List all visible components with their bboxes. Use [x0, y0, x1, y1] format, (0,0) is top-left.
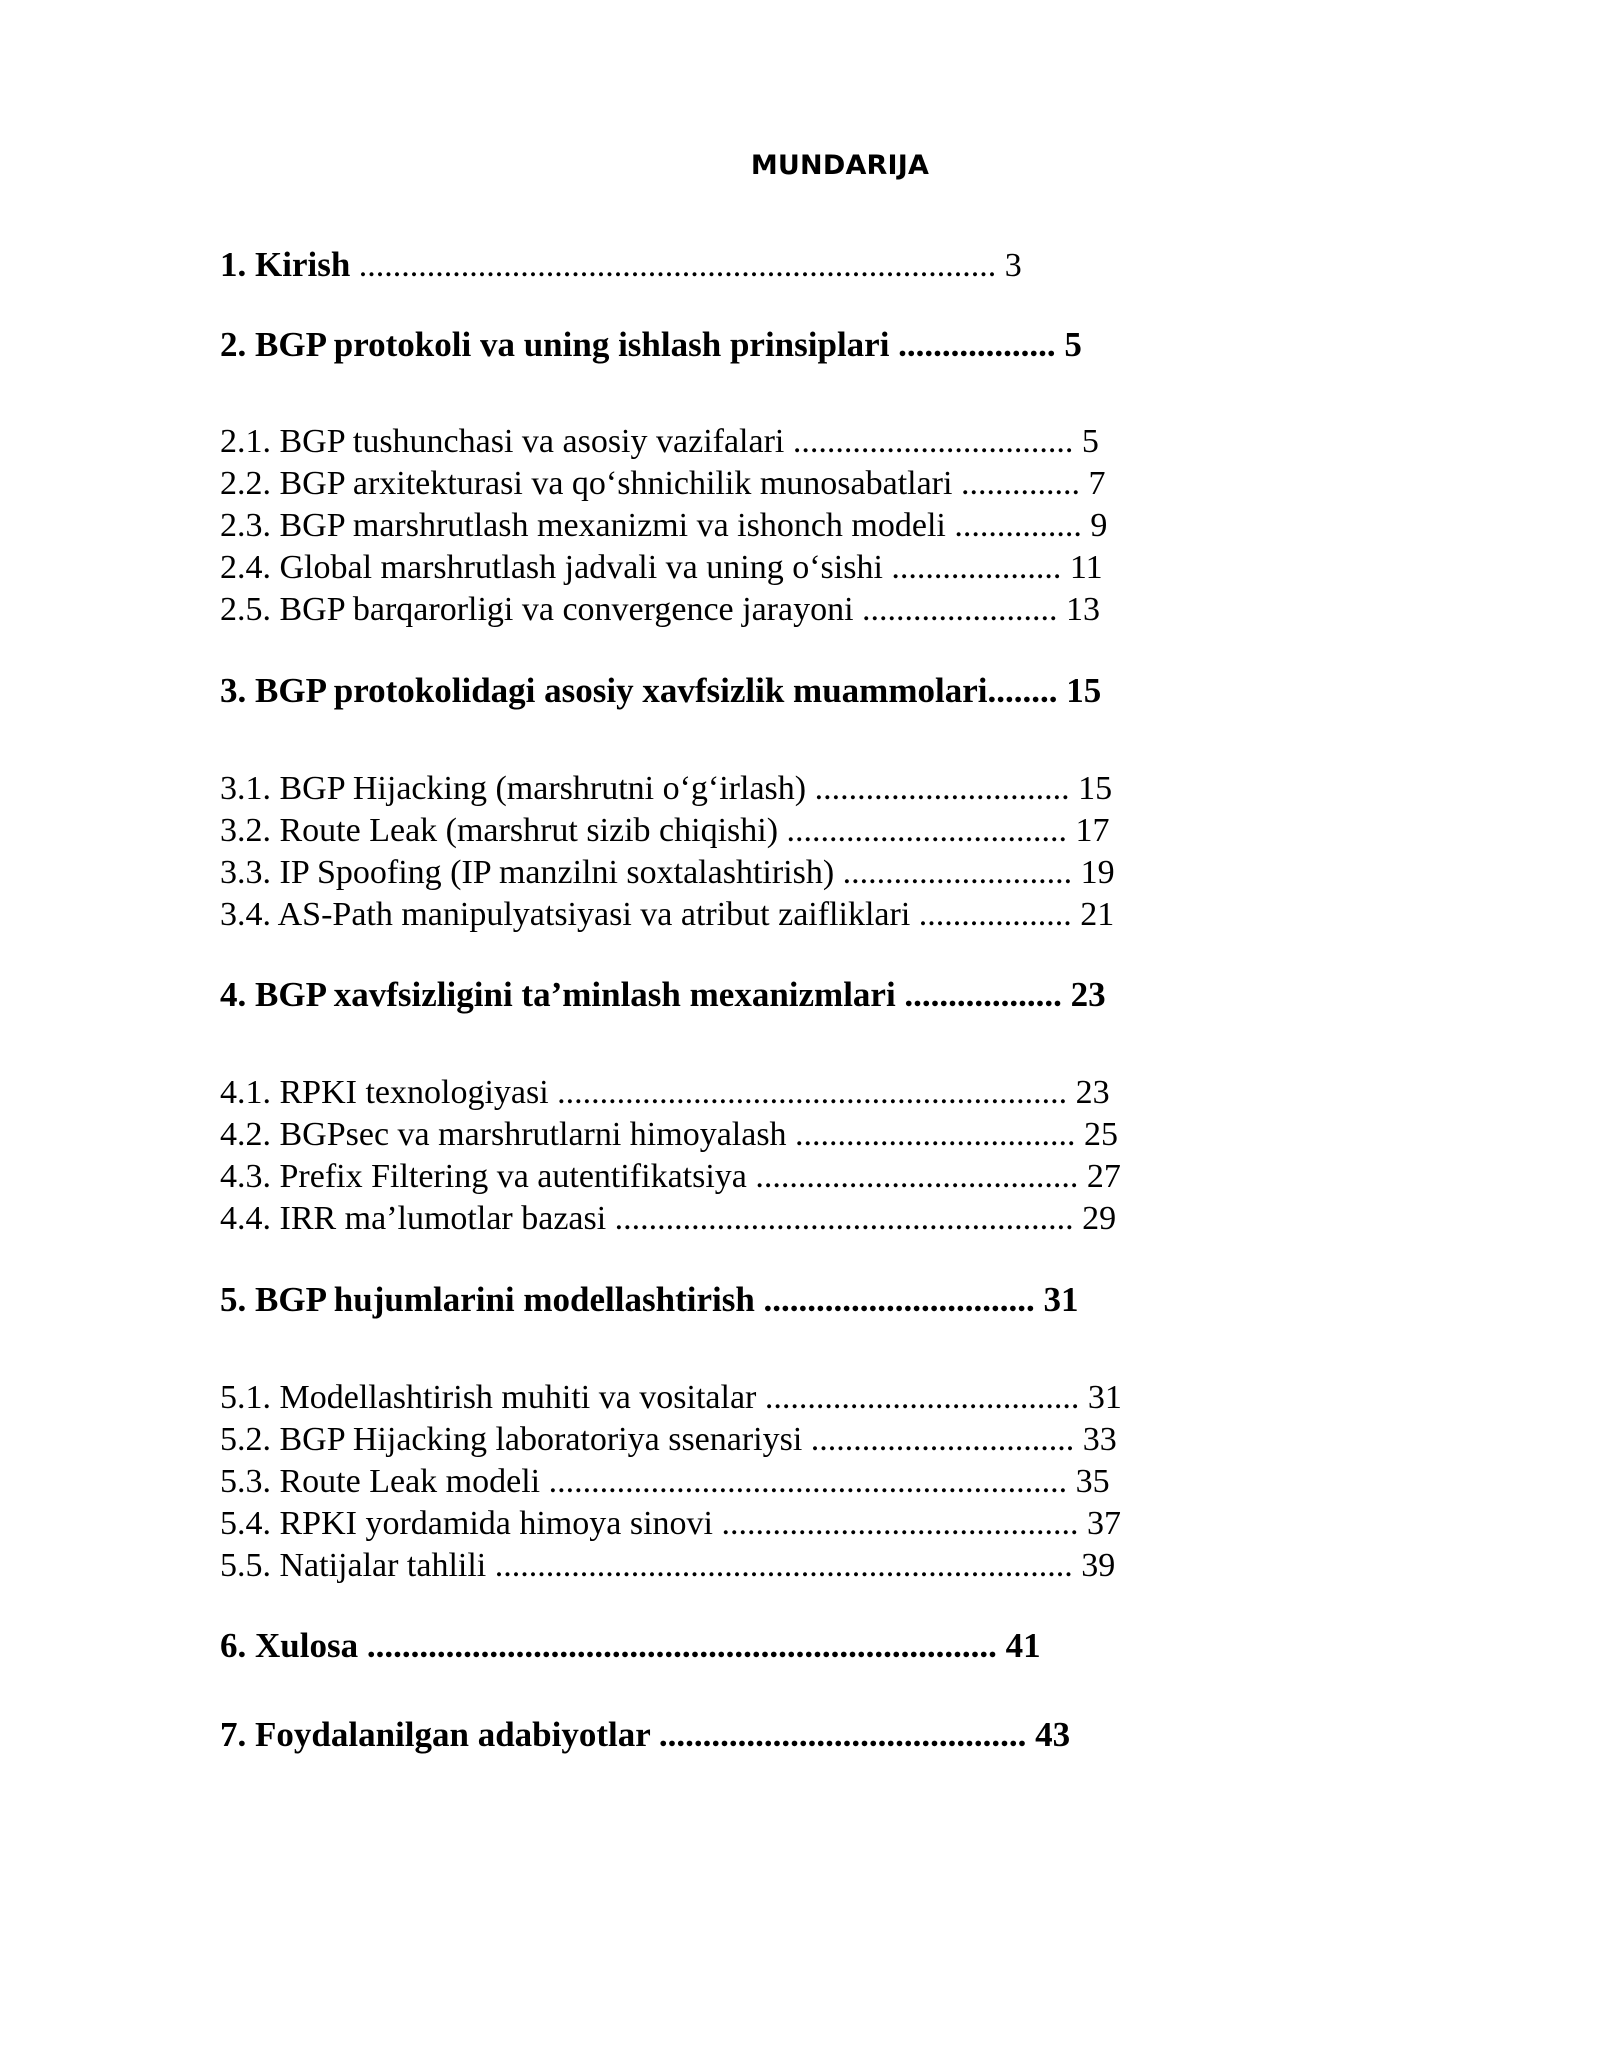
toc-entry-3-4: 3.4. AS-Path manipulyatsiyasi va atribut zaifliklari .................. 21 — [220, 896, 1115, 933]
toc-entry-5-3: 5.3. Route Leak modeli ............................................................. 35 — [220, 1463, 1110, 1500]
toc-entry-6: 6. Xulosa ........................................................................ 41 — [220, 1626, 1041, 1665]
toc-entry-3-1: 3.1. BGP Hijacking (marshrutni o‘g‘irlash) .............................. 15 — [220, 770, 1113, 807]
toc-entry-2-3: 2.3. BGP marshrutlash mexanizmi va ishonch modeli ............... 9 — [220, 507, 1108, 544]
toc-entry-7: 7. Foydalanilgan adabiyotlar .......................................... 43 — [220, 1715, 1071, 1754]
toc-entry-2-1: 2.1. BGP tushunchasi va asosiy vazifalari ................................. 5 — [220, 423, 1099, 460]
toc-entry-5-2: 5.2. BGP Hijacking laboratoriya ssenariysi ............................... 33 — [220, 1421, 1117, 1458]
document-title: MUNDARIJA — [750, 150, 930, 181]
toc-entry-4-4: 4.4. IRR ma’lumotlar bazasi ...................................................... 29 — [220, 1200, 1117, 1237]
toc-entry-2-2: 2.2. BGP arxitekturasi va qo‘shnichilik munosabatlari .............. 7 — [220, 465, 1106, 502]
toc-entry-3-3: 3.3. IP Spoofing (IP manzilni soxtalashtirish) ........................... 19 — [220, 854, 1115, 891]
toc-entry-4-1: 4.1. RPKI texnologiyasi ............................................................ 23 — [220, 1074, 1110, 1111]
toc-entry-4-3: 4.3. Prefix Filtering va autentifikatsiya ...................................... 27 — [220, 1158, 1121, 1195]
table-of-contents — [220, 0, 1520, 1754]
toc-entry-3-2: 3.2. Route Leak (marshrut sizib chiqishi) ................................. 17 — [220, 812, 1110, 849]
toc-entry-3: 3. BGP protokolidagi asosiy xavfsizlik muammolari........ 15 — [220, 671, 1102, 710]
toc-entry-1-leader: ........................................................................... 3 — [350, 247, 1022, 284]
toc-entry-1-text — [220, 245, 1022, 284]
toc-entry-2: 2. BGP protokoli va uning ishlash prinsiplari .................. 5 — [220, 325, 1082, 364]
toc-entry-5-5: 5.5. Natijalar tahlili .................................................................... 39 — [220, 1547, 1116, 1584]
toc-entry-4-2: 4.2. BGPsec va marshrutlarni himoyalash ................................. 25 — [220, 1116, 1119, 1153]
toc-entry-5-4: 5.4. RPKI yordamida himoya sinovi .......................................... 37 — [220, 1505, 1121, 1542]
toc-entry-1 — [220, 245, 1022, 285]
toc-entry-5: 5. BGP hujumlarini modellashtirish ............................... 31 — [220, 1280, 1079, 1319]
toc-entry-2-4: 2.4. Global marshrutlash jadvali va uning o‘sishi .................... 11 — [220, 549, 1103, 586]
toc-entry-2-5: 2.5. BGP barqarorligi va convergence jarayoni ....................... 13 — [220, 591, 1101, 628]
toc-entry-1-label: 1. Kirish — [220, 245, 351, 284]
toc-entry-4: 4. BGP xavfsizligini ta’minlash mexanizmlari .................. 23 — [220, 975, 1106, 1014]
toc-entry-5-1: 5.1. Modellashtirish muhiti va vositalar ..................................... 31 — [220, 1379, 1122, 1416]
